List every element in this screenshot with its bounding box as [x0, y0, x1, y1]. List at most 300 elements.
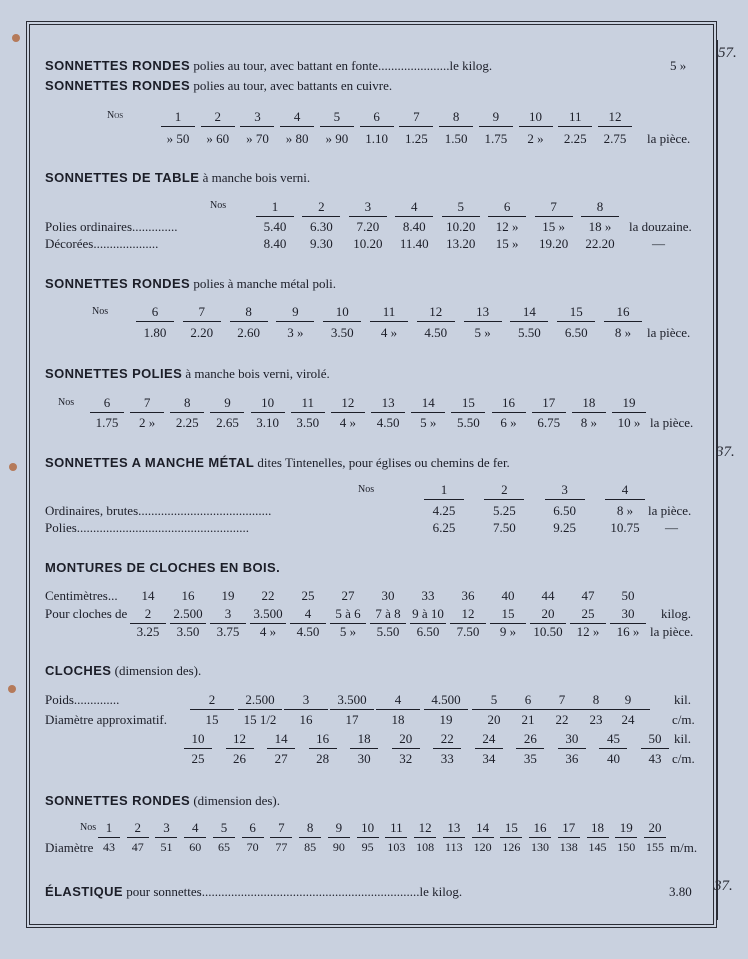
- item-number: 16: [604, 304, 642, 322]
- centimetre-value: 19: [221, 588, 235, 603]
- punch-hole: [9, 463, 17, 471]
- item-price: 3.50: [176, 624, 200, 639]
- nos-label: Nos: [80, 822, 97, 833]
- section-4: [45, 276, 336, 292]
- item-price: 1.75: [484, 131, 508, 146]
- section-subtitle: polies au tour, avec battant en fonte: [193, 58, 379, 73]
- diameter-value: 15 1/2: [243, 712, 277, 727]
- diameter-value: 24: [621, 712, 635, 727]
- item-price: 10.20: [446, 219, 476, 234]
- item-number: 14: [472, 820, 494, 838]
- diameter-value: 16: [299, 712, 313, 727]
- item-number: 15: [451, 395, 485, 413]
- diameter-value: 150: [617, 840, 636, 854]
- item-price: 6.50: [416, 624, 440, 639]
- item-price: 5 »: [474, 325, 491, 340]
- item-number: 12: [598, 109, 632, 127]
- diameter-value: 17: [345, 712, 359, 727]
- diameter-value: 85: [304, 840, 317, 854]
- item-price: 7.20: [356, 219, 380, 234]
- weight-value: 3: [210, 606, 246, 624]
- item-price: 2.65: [216, 415, 239, 430]
- weight-value: 3: [284, 692, 328, 710]
- diameter-value: 77: [275, 840, 288, 854]
- item-price: 5 »: [420, 415, 437, 430]
- section-8: [45, 663, 201, 679]
- unit-label: le kilog.: [419, 884, 463, 899]
- item-price: 2.20: [190, 325, 214, 340]
- section-subtitle: (dimension des).: [114, 663, 202, 678]
- weight-value: 15: [490, 606, 526, 624]
- weight-value: 16: [309, 731, 337, 749]
- page-border: [29, 24, 714, 925]
- item-number: 10: [357, 820, 379, 838]
- diameter-value: 27: [274, 751, 288, 766]
- weight-value: 7 à 8: [370, 606, 406, 624]
- item-price: 19.20: [538, 236, 569, 251]
- diameter-value: 138: [559, 840, 578, 854]
- item-number: 16: [492, 395, 526, 413]
- item-number: 12: [417, 304, 455, 322]
- weight-value: 5 à 6: [330, 606, 366, 624]
- section-3: [45, 170, 310, 186]
- item-number: 9: [328, 820, 350, 838]
- weight-value: 20: [530, 606, 566, 624]
- section-6: [45, 455, 510, 471]
- row-label: Centimètres...: [45, 588, 118, 603]
- weight-value: 6: [506, 692, 550, 710]
- item-number: 7: [270, 820, 292, 838]
- item-price: 4 »: [339, 415, 357, 430]
- item-number: 3: [349, 199, 387, 217]
- diameter-value: 33: [440, 751, 454, 766]
- row-label: Polies.....................................................: [45, 520, 250, 535]
- item-number: 18: [572, 395, 606, 413]
- unit-label: kil.: [674, 731, 691, 746]
- item-number: 9: [276, 304, 314, 322]
- section-title: MONTURES DE CLOCHES EN BOIS.: [45, 560, 281, 575]
- section-2: [45, 78, 392, 94]
- item-number: 19: [615, 820, 637, 838]
- item-number: 14: [411, 395, 445, 413]
- diameter-value: 26: [233, 751, 247, 766]
- diameter-value: 155: [646, 840, 664, 854]
- item-number: 11: [291, 395, 325, 413]
- item-number: 6: [360, 109, 394, 127]
- item-number: 1: [256, 199, 294, 217]
- section-1: [45, 58, 492, 74]
- item-price: 8.40: [402, 219, 426, 234]
- item-price: 1.25: [404, 131, 428, 146]
- diameter-value: 36: [565, 751, 579, 766]
- diameter-value: 47: [131, 840, 144, 854]
- diameter-value: 25: [191, 751, 205, 766]
- weight-value: 9 à 10: [410, 606, 446, 624]
- weight-value: 14: [267, 731, 295, 749]
- item-number: 9: [210, 395, 244, 413]
- item-number: 10: [251, 395, 285, 413]
- item-price: 6.25: [432, 520, 456, 535]
- diameter-value: 90: [332, 840, 345, 854]
- item-number: 10: [323, 304, 361, 322]
- section-subtitle: polies à manche métal poli.: [193, 276, 336, 291]
- unit-label: le kilog.: [449, 58, 493, 73]
- unit-label: la pièce.: [650, 415, 694, 430]
- item-number: 17: [532, 395, 566, 413]
- weight-value: 3.500: [330, 692, 374, 710]
- section-title: SONNETTES RONDES: [45, 78, 191, 93]
- section-5: [45, 366, 330, 382]
- item-price: » 90: [325, 131, 349, 146]
- unit-label: la pièce.: [647, 131, 691, 146]
- diameter-value: 103: [387, 840, 406, 854]
- item-price: » 50: [166, 131, 190, 146]
- unit-label: la douzaine.: [629, 219, 692, 234]
- item-price: 5.50: [518, 325, 541, 340]
- item-number: 6: [242, 820, 264, 838]
- margin-note: 37.: [716, 444, 735, 460]
- centimetre-value: 22: [261, 588, 275, 603]
- item-price: 8 »: [614, 325, 632, 340]
- section-title: CLOCHES: [45, 663, 112, 678]
- diameter-value: 18: [391, 712, 405, 727]
- item-number: 18: [587, 820, 609, 838]
- item-price: 6.50: [553, 503, 577, 518]
- diameter-value: 95: [361, 840, 374, 854]
- item-price: 7.50: [456, 624, 480, 639]
- centimetre-value: 16: [181, 588, 195, 603]
- unit-label: c/m.: [672, 712, 695, 727]
- section-subtitle: (dimension des).: [193, 793, 280, 808]
- item-number: 2: [484, 482, 524, 500]
- punch-hole: [8, 685, 16, 693]
- row-label: Décorées....................: [45, 236, 159, 251]
- item-price: 16 »: [616, 624, 640, 639]
- section-subtitle: à manche bois verni, virolé.: [185, 366, 330, 381]
- section-title: SONNETTES A MANCHE MÉTAL: [45, 455, 255, 470]
- item-number: 19: [612, 395, 646, 413]
- diameter-value: 70: [246, 840, 259, 854]
- diameter-value: 32: [399, 751, 413, 766]
- diameter-value: 60: [189, 840, 202, 854]
- leader-dots: ......................: [378, 58, 450, 73]
- item-price: 2.25: [563, 131, 587, 146]
- diameter-value: 65: [217, 840, 230, 854]
- item-price: 9.25: [553, 520, 577, 535]
- item-number: 4: [395, 199, 433, 217]
- item-number: 3: [545, 482, 585, 500]
- diameter-value: 30: [357, 751, 371, 766]
- centimetre-value: 27: [341, 588, 355, 603]
- item-price: 1.50: [444, 131, 468, 146]
- item-price: » 70: [246, 131, 269, 146]
- item-number: 15: [557, 304, 595, 322]
- row-label: Polies ordinaires..............: [45, 219, 178, 234]
- weight-value: 2: [190, 692, 234, 710]
- weight-value: 5: [472, 692, 516, 710]
- diameter-value: 28: [316, 751, 330, 766]
- punch-hole: [12, 34, 20, 42]
- unit-label: la pièce.: [647, 325, 691, 340]
- centimetre-value: 36: [461, 588, 475, 603]
- item-price: 2 »: [139, 415, 156, 430]
- centimetre-value: 33: [421, 588, 435, 603]
- item-number: 1: [98, 820, 120, 838]
- item-price: 10 »: [617, 415, 641, 430]
- row-label: Ordinaires, brutes.........................................: [45, 503, 272, 518]
- weight-value: 30: [610, 606, 646, 624]
- diameter-value: 23: [589, 712, 603, 727]
- unit-label: —: [652, 236, 665, 251]
- price: 3.80: [669, 884, 692, 899]
- margin-rule: [717, 40, 718, 920]
- item-number: 20: [644, 820, 666, 838]
- item-price: 1.75: [95, 415, 119, 430]
- item-price: 4 »: [380, 325, 398, 340]
- item-price: » 80: [285, 131, 309, 146]
- weight-value: 2.500: [238, 692, 282, 710]
- item-price: » 60: [206, 131, 230, 146]
- item-number: 4: [605, 482, 645, 500]
- weight-value: 45: [599, 731, 627, 749]
- section-subtitle: dites Tintenelles, pour églises ou chemins de fer.: [257, 455, 510, 470]
- section-title: SONNETTES DE TABLE: [45, 170, 200, 185]
- item-price: 6.50: [564, 325, 588, 340]
- weight-value: 10: [184, 731, 212, 749]
- item-price: 1.80: [143, 325, 167, 340]
- row-label: Diamètre approximatif.: [45, 712, 168, 727]
- item-price: 6 »: [500, 415, 517, 430]
- item-number: 9: [479, 109, 513, 127]
- item-price: 13.20: [446, 236, 476, 251]
- item-price: 8 »: [616, 503, 634, 518]
- nos-label: Nos: [58, 397, 75, 408]
- item-number: 7: [183, 304, 221, 322]
- weight-value: 24: [475, 731, 503, 749]
- item-price: 18 »: [588, 219, 612, 234]
- item-number: 1: [424, 482, 464, 500]
- item-number: 11: [385, 820, 407, 838]
- item-number: 6: [136, 304, 174, 322]
- weight-value: 18: [350, 731, 378, 749]
- item-price: 3.75: [216, 624, 240, 639]
- unit-label: c/m.: [672, 751, 695, 766]
- item-number: 1: [161, 109, 195, 127]
- item-number: 11: [370, 304, 408, 322]
- item-price: 2 »: [527, 131, 544, 146]
- centimetre-value: 25: [301, 588, 315, 603]
- item-number: 3: [240, 109, 274, 127]
- section-title: SONNETTES RONDES: [45, 793, 191, 808]
- unit-label: la pièce.: [648, 503, 692, 518]
- diameter-value: 120: [473, 840, 492, 854]
- nos-label: Nos: [210, 200, 227, 211]
- item-price: 10.20: [353, 236, 383, 251]
- item-number: 8: [439, 109, 473, 127]
- section-title: ÉLASTIQUE: [45, 884, 123, 899]
- item-price: 2.25: [175, 415, 199, 430]
- item-price: 5.50: [457, 415, 480, 430]
- weight-value: 2: [130, 606, 166, 624]
- weight-value: 50: [641, 731, 669, 749]
- row-label: Diamètre: [45, 840, 94, 855]
- section-subtitle: pour sonnettes: [126, 884, 202, 899]
- row-label: Pour cloches de: [45, 606, 128, 621]
- item-number: 11: [558, 109, 592, 127]
- item-number: 8: [170, 395, 204, 413]
- weight-value: 20: [392, 731, 420, 749]
- item-price: 5.25: [492, 503, 516, 518]
- weight-value: 12: [450, 606, 486, 624]
- item-number: 2: [302, 199, 340, 217]
- item-price: 10.50: [533, 624, 563, 639]
- weight-value: 4: [376, 692, 420, 710]
- item-number: 13: [443, 820, 465, 838]
- weight-value: 4.500: [424, 692, 468, 710]
- diameter-value: 20: [487, 712, 501, 727]
- section-subtitle: à manche bois verni.: [202, 170, 311, 185]
- centimetre-value: 30: [381, 588, 395, 603]
- item-price: 8 »: [580, 415, 597, 430]
- centimetre-value: 40: [501, 588, 515, 603]
- item-price: 5.40: [263, 219, 287, 234]
- item-number: 13: [371, 395, 405, 413]
- diameter-value: 130: [531, 840, 550, 854]
- item-price: 3 »: [287, 325, 304, 340]
- item-number: 10: [519, 109, 553, 127]
- item-number: 4: [280, 109, 314, 127]
- item-number: 8: [299, 820, 321, 838]
- diameter-value: 22: [555, 712, 569, 727]
- item-number: 2: [127, 820, 149, 838]
- diameter-value: 43: [648, 751, 662, 766]
- item-price: 4.50: [424, 325, 448, 340]
- item-price: 4 »: [259, 624, 277, 639]
- item-number: 5: [442, 199, 480, 217]
- item-price: 15 »: [542, 219, 565, 234]
- nos-label: Nos: [92, 306, 109, 317]
- item-price: 10.75: [610, 520, 640, 535]
- weight-value: 25: [570, 606, 606, 624]
- weight-value: 7: [540, 692, 584, 710]
- item-number: 17: [558, 820, 580, 838]
- centimetre-value: 50: [621, 588, 635, 603]
- item-number: 7: [130, 395, 164, 413]
- item-number: 5: [213, 820, 235, 838]
- margin-note: 57.: [718, 45, 737, 61]
- item-price: 6.30: [310, 219, 333, 234]
- item-number: 2: [201, 109, 235, 127]
- item-number: 15: [500, 820, 522, 838]
- diameter-value: 145: [588, 840, 607, 854]
- item-price: 12 »: [495, 219, 519, 234]
- item-number: 3: [155, 820, 177, 838]
- diameter-value: 40: [606, 751, 620, 766]
- diameter-value: 113: [445, 840, 463, 854]
- item-number: 7: [535, 199, 573, 217]
- item-number: 7: [399, 109, 433, 127]
- centimetre-value: 14: [141, 588, 155, 603]
- section-subtitle: polies au tour, avec battants en cuivre.: [193, 78, 393, 93]
- leader-dots: ...................................................................: [201, 884, 420, 899]
- weight-value: 9: [606, 692, 650, 710]
- item-price: 7.50: [492, 520, 516, 535]
- margin-note: 37.: [714, 878, 733, 894]
- item-price: 9.30: [310, 236, 333, 251]
- diameter-value: 19: [439, 712, 453, 727]
- item-price: 4.25: [432, 503, 456, 518]
- item-price: 9 »: [499, 624, 517, 639]
- nos-label: Nos: [107, 110, 124, 121]
- item-number: 6: [90, 395, 124, 413]
- item-price: 4.50: [376, 415, 400, 430]
- nos-label: Nos: [358, 484, 375, 495]
- diameter-value: 34: [482, 751, 496, 766]
- item-number: 12: [414, 820, 436, 838]
- item-price: 3.25: [136, 624, 160, 639]
- item-price: 4.50: [296, 624, 320, 639]
- item-price: 5.50: [376, 624, 400, 639]
- item-price: 5 »: [339, 624, 357, 639]
- price: 5 »: [670, 58, 687, 73]
- item-number: 14: [510, 304, 548, 322]
- weight-value: 8: [574, 692, 618, 710]
- section-title: SONNETTES POLIES: [45, 366, 183, 381]
- weight-value: 22: [433, 731, 461, 749]
- section-9: [45, 793, 280, 809]
- item-number: 12: [331, 395, 365, 413]
- item-number: 5: [320, 109, 354, 127]
- diameter-value: 21: [521, 712, 535, 727]
- weight-value: 30: [558, 731, 586, 749]
- item-price: 1.10: [365, 131, 388, 146]
- section-title: SONNETTES RONDES: [45, 58, 191, 73]
- item-number: 4: [184, 820, 206, 838]
- diameter-value: 15: [205, 712, 219, 727]
- item-number: 8: [581, 199, 619, 217]
- diameter-value: 108: [416, 840, 435, 854]
- item-price: 3.10: [256, 415, 279, 430]
- diameter-value: 43: [103, 840, 115, 854]
- item-price: 11.40: [399, 236, 429, 251]
- weight-value: 12: [226, 731, 254, 749]
- item-price: 12 »: [576, 624, 600, 639]
- section-10: [45, 884, 462, 900]
- centimetre-value: 44: [541, 588, 555, 603]
- item-number: 6: [488, 199, 526, 217]
- unit-label: kil.: [674, 692, 691, 707]
- item-number: 8: [230, 304, 268, 322]
- unit-label: la pièce.: [650, 624, 694, 639]
- item-price: 2.75: [603, 131, 627, 146]
- diameter-value: 35: [523, 751, 537, 766]
- item-price: 8.40: [263, 236, 287, 251]
- item-number: 13: [464, 304, 502, 322]
- weight-value: 2.500: [170, 606, 206, 624]
- weight-value: 3.500: [250, 606, 286, 624]
- weight-value: 4: [290, 606, 326, 624]
- item-price: 3.50: [330, 325, 354, 340]
- item-price: 22.20: [585, 236, 615, 251]
- diameter-value: 126: [502, 840, 521, 854]
- weight-value: 26: [516, 731, 544, 749]
- unit-label: kilog.: [661, 606, 691, 621]
- row-label: Poids..............: [45, 692, 120, 707]
- section-7: [45, 560, 280, 576]
- item-price: 3.50: [296, 415, 320, 430]
- item-number: 16: [529, 820, 551, 838]
- unit-label: m/m.: [670, 840, 698, 855]
